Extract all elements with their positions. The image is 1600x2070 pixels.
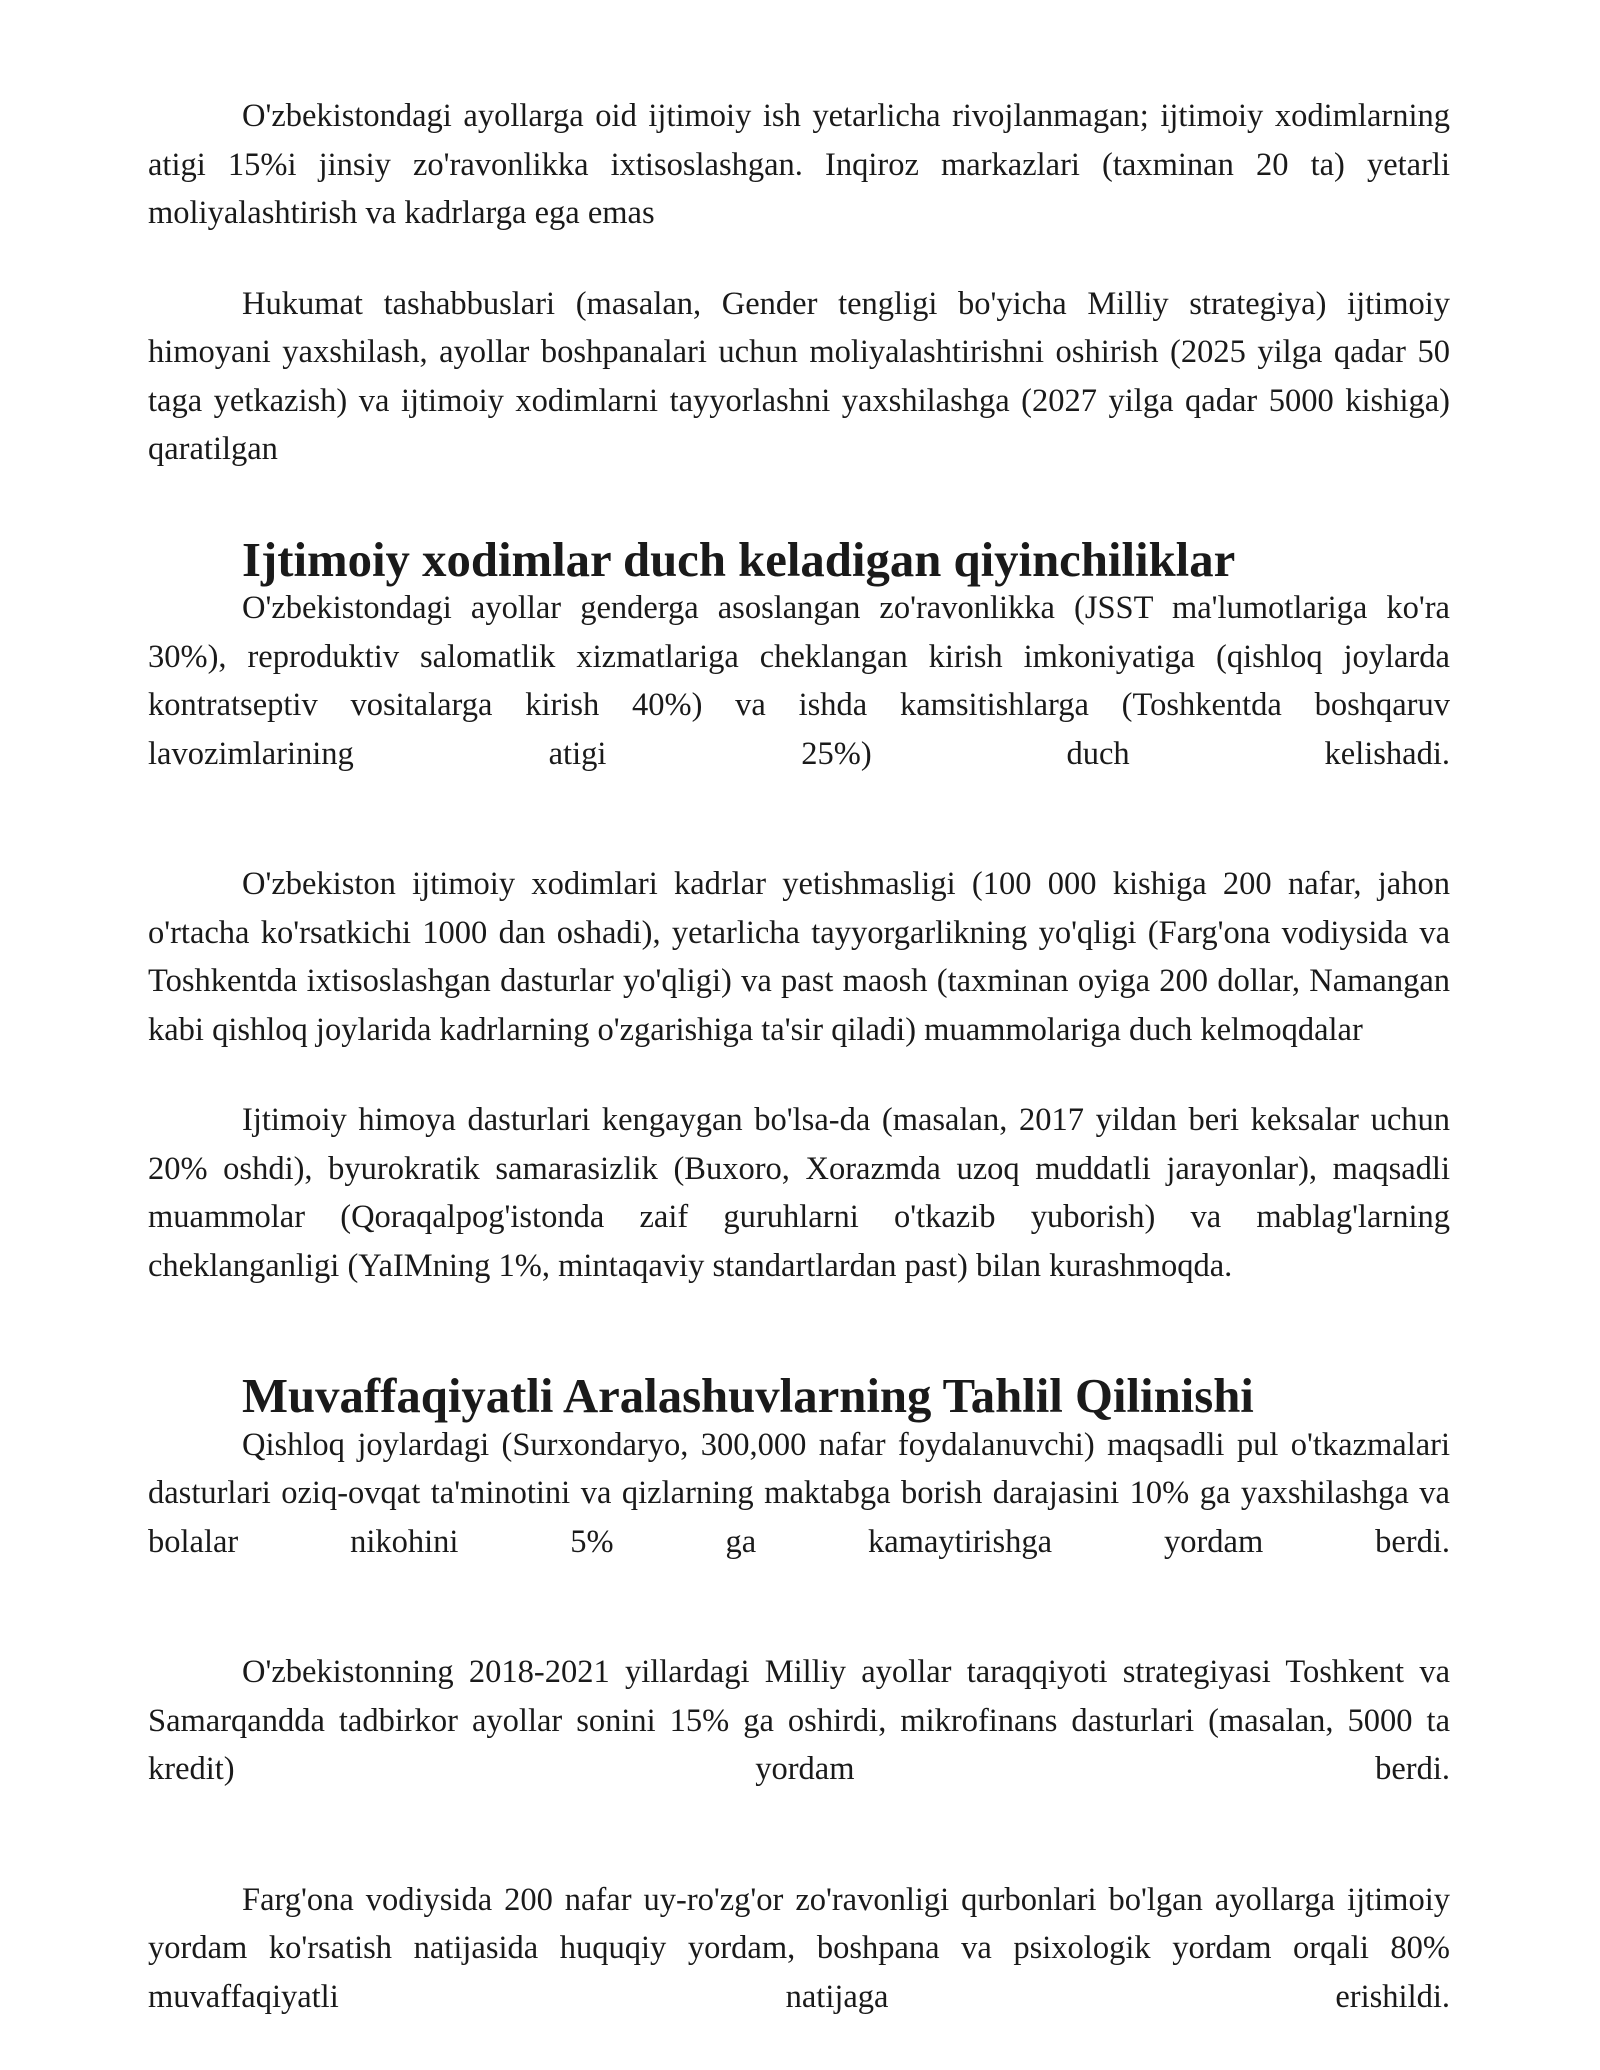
spacer [148, 1794, 1450, 1876]
paragraph-social-protection: Ijtimoiy himoya dasturlari kengaygan bo'lsa-da (masalan, 2017 yildan beri keksalar uchun 20% oshdi), byurokratik samarasizlik (Buxoro, Xorazmda uzoq muddatli jarayonlar), maqsadli muammolar (Qoraqalpog'istonda zaif guruhlarni o'tkazib yuborish) va mablag'larning cheklanganligi (YaIMning 1%, mintaqaviy standartlardan past) bilan kurashmoqda. [148, 1102, 1450, 1284]
spacer [148, 1290, 1450, 1372]
paragraph-cash-transfers: Qishloq joylardagi (Surxondaryo, 300,000 nafar foydalanuvchi) maqsadli pul o'tkazmalari dasturlari oziq-ovqat ta'minotini va qizlarning maktabga borish darajasini 10% ga yaxshilashga va bolalar nikohini 5% ga kamaytirishga yordam berdi. [148, 1426, 1450, 1560]
paragraph-social-worker-shortage: O'zbekiston ijtimoiy xodimlari kadrlar yetishmasligi (100 000 kishiga 200 nafar, jahon o'rtacha ko'rsatkichi 1000 dan oshadi), yetarlicha tayyorgarlikning yo'qligi (Farg'ona vodiysida va Toshkentda ixtisoslashgan dasturlar yo'qligi) va past maosh (taxminan oyiga 200 dollar, Namangan kabi qishloq joylarida kadrlarning o'zgarishiga ta'sir qiladi) muammolariga duch kelmoqdalar [148, 866, 1450, 1048]
spacer [148, 1054, 1450, 1096]
paragraph-women-challenges: O'zbekistondagi ayollar genderga asoslangan zo'ravonlikka (JSST ma'lumotlariga ko'ra 30%), reproduktiv salomatlik xizmatlariga cheklangan kirish imkoniyatiga (qishloq joylarda kontratseptiv vositalarga kirish 40%) va ishda kamsitishlarga (Toshkentda boshqaruv lavozimlarining atigi 25%) duch kelishadi. [148, 590, 1450, 772]
paragraph-violence-victims-support: Farg'ona vodiysida 200 nafar uy-ro'zg'or zo'ravonligi qurbonlari bo'lgan ayollarga ijtimoiy yordam ko'rsatish natijasida huquqiy yordam, boshpana va psixologik yordam orqali 80% muvaffaqiyatli natijaga erishildi. [148, 1881, 1450, 2015]
spacer [148, 238, 1450, 280]
spacer [148, 1566, 1450, 1648]
paragraph-women-strategy: O'zbekistonning 2018-2021 yillardagi Milliy ayollar taraqqiyoti strategiyasi Toshkent va Samarqandda tadbirkor ayollar sonini 15% ga oshirdi, mikrofinans dasturlari (masalan, 5000 ta kredit) yordam berdi. [148, 1654, 1450, 1787]
heading-successful-interventions: Muvaffaqiyatli Aralashuvlarning Tahlil Qilinishi [242, 1369, 1254, 1423]
spacer [148, 474, 1450, 536]
heading-social-worker-challenges: Ijtimoiy xodimlar duch keladigan qiyinchiliklar [242, 532, 1236, 587]
spacer [148, 778, 1450, 860]
document-page [148, 92, 1450, 2021]
paragraph-government-initiatives: Hukumat tashabbuslari (masalan, Gender tengligi bo'yicha Milliy strategiya) ijtimoiy himoyani yaxshilash, ayollar boshpanalari uchun moliyalashtirishni oshirish (2025 yilga qadar 50 taga yetkazish) va ijtimoiy xodimlarni tayyorlashni yaxshilashga (2027 yilga qadar 5000 kishiga) qaratilgan [148, 285, 1450, 467]
paragraph-social-work-status: O'zbekistondagi ayollarga oid ijtimoiy ish yetarlicha rivojlanmagan; ijtimoiy xodimlarning atigi 15%i jinsiy zo'ravonlikka ixtisoslashgan. Inqiroz markazlari (taxminan 20 ta) yetarli moliyalashtirish va kadrlarga ega emas [148, 98, 1450, 231]
